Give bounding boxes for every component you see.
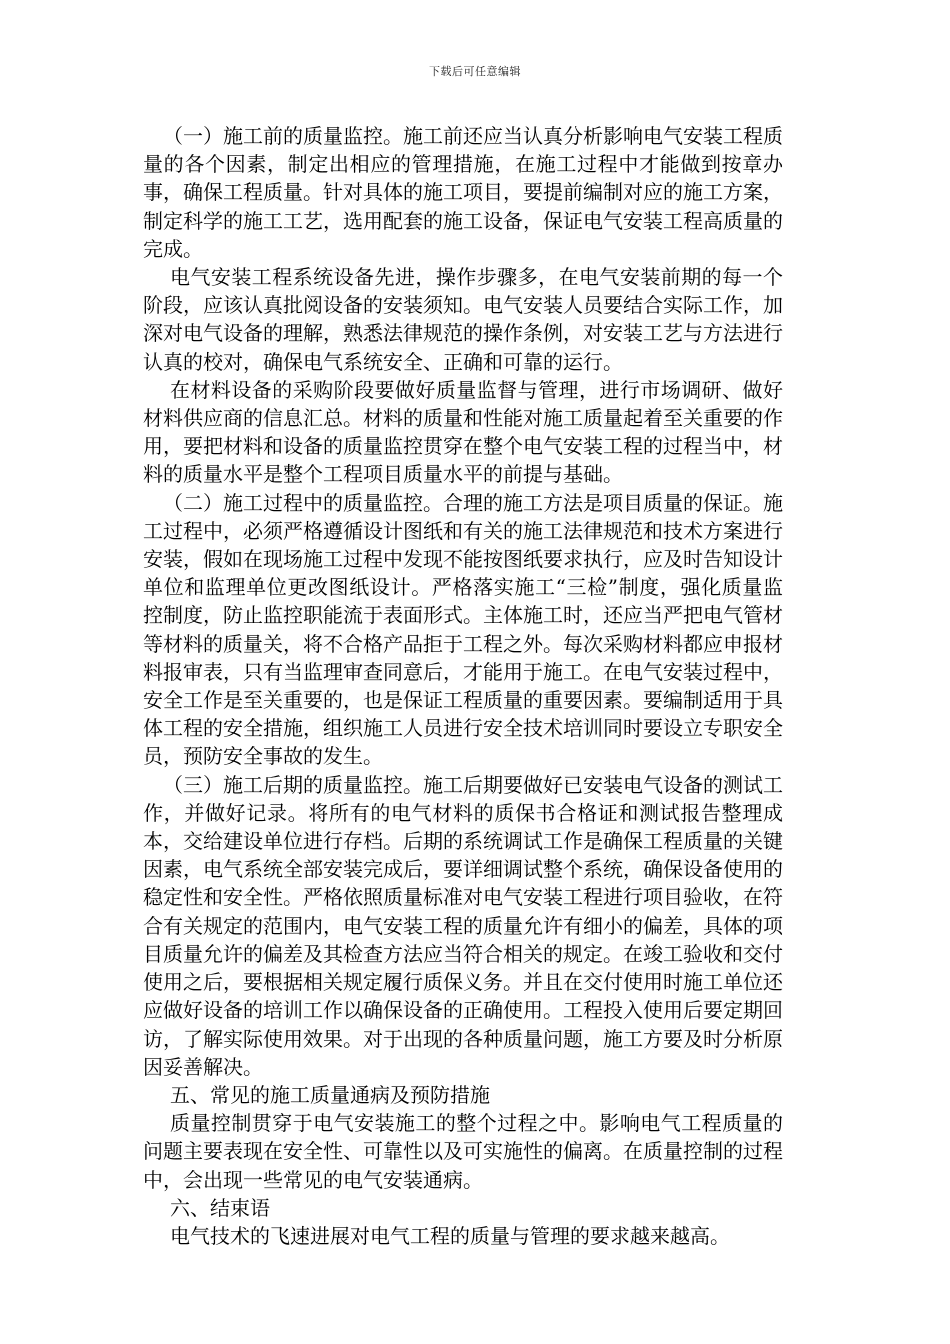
paragraph-quality-control-defects: 质量控制贯穿于电气安装施工的整个过程之中。影响电气工程质量的问题主要表现在安全性、可靠性以及可实施性的偏离。在质量控制的过程中，会出现一些常见的电气安装通病。 xyxy=(143,1111,783,1192)
paragraph-conclusion: 电气技术的飞速进展对电气工程的质量与管理的要求越来越高。 xyxy=(170,1223,730,1248)
page-header-note: 下载后可任意编辑 xyxy=(429,65,521,78)
document-body xyxy=(143,122,783,1250)
paragraph-in-construction-control: （二）施工过程中的质量监控。合理的施工方法是项目质量的保证。施工过程中，必须严格遵循设计图纸和有关的施工法律规范和技术方案进行安装，假如在现场施工过程中发现不能按图纸要求执行，应及时告知设计单位和监理单位更改图纸设计。严格落实施工“三检”制度，强化质量监控制度，防止监控职能流于表面形式。主体施工时，还应当严把电气管材等材料的质量关，将不合格产品拒于工程之外。每次采购材料都应申报材料报审表，只有当监理审查同意后，才能用于施工。在电气安装过程中，安全工作是至关重要的，也是保证工程质量的重要因素。要编制适用于具体工程的安全措施，组织施工人员进行安全技术培训同时要设立专职安全员，预防安全事故的发生。 xyxy=(143,490,783,769)
paragraph-post-construction-control: （三）施工后期的质量监控。施工后期要做好已安装电气设备的测试工作，并做好记录。将所有的电气材料的质保书合格证和测试报告整理成本，交给建设单位进行存档。后期的系统调试工作是确保工程质量的关键因素，电气系统全部安装完成后，要详细调试整个系统，确保设备使用的稳定性和安全性。严格依照质量标准对电气安装工程进行项目验收，在符合有关规定的范围内，电气安装工程的质量允许有细小的偏差，具体的项目质量允许的偏差及其检查方法应当符合相关的规定。在竣工验收和交付使用之后，要根据相关规定履行质保义务。并且在交付使用时施工单位还应做好设备的培训工作以确保设备的正确使用。工程投入使用后要定期回访，了解实际使用效果。对于出现的各种质量问题，施工方要及时分析原因妥善解决。 xyxy=(143,772,783,1079)
paragraph-material-procurement: 在材料设备的采购阶段要做好质量监督与管理，进行市场调研、做好材料供应商的信息汇总。材料的质量和性能对施工质量起着至关重要的作用，要把材料和设备的质量监控贯穿在整个电气安装工程的过程当中，材料的质量水平是整个工程项目质量水平的前提与基础。 xyxy=(143,377,783,487)
paragraph-pre-construction-control: （一）施工前的质量监控。施工前还应当认真分析影响电气安装工程质量的各个因素，制定出相应的管理措施，在施工过程中才能做到按章办事，确保工程质量。针对具体的施工项目，要提前编制对应的施工方案，制定科学的施工工艺，选用配套的施工设备，保证电气安装工程高质量的完成。 xyxy=(143,124,783,261)
section-heading-conclusion: 六、结束语 xyxy=(170,1195,270,1220)
section-heading-common-defects: 五、常见的施工质量通病及预防措施 xyxy=(170,1082,490,1107)
paragraph-equipment-installation: 电气安装工程系统设备先进，操作步骤多，在电气安装前期的每一个阶段，应该认真批阅设备的安装须知。电气安装人员要结合实际工作，加深对电气设备的理解，熟悉法律规范的操作条例，对安装工艺与方法进行认真的校对，确保电气系统安全、正确和可靠的运行。 xyxy=(143,265,783,374)
